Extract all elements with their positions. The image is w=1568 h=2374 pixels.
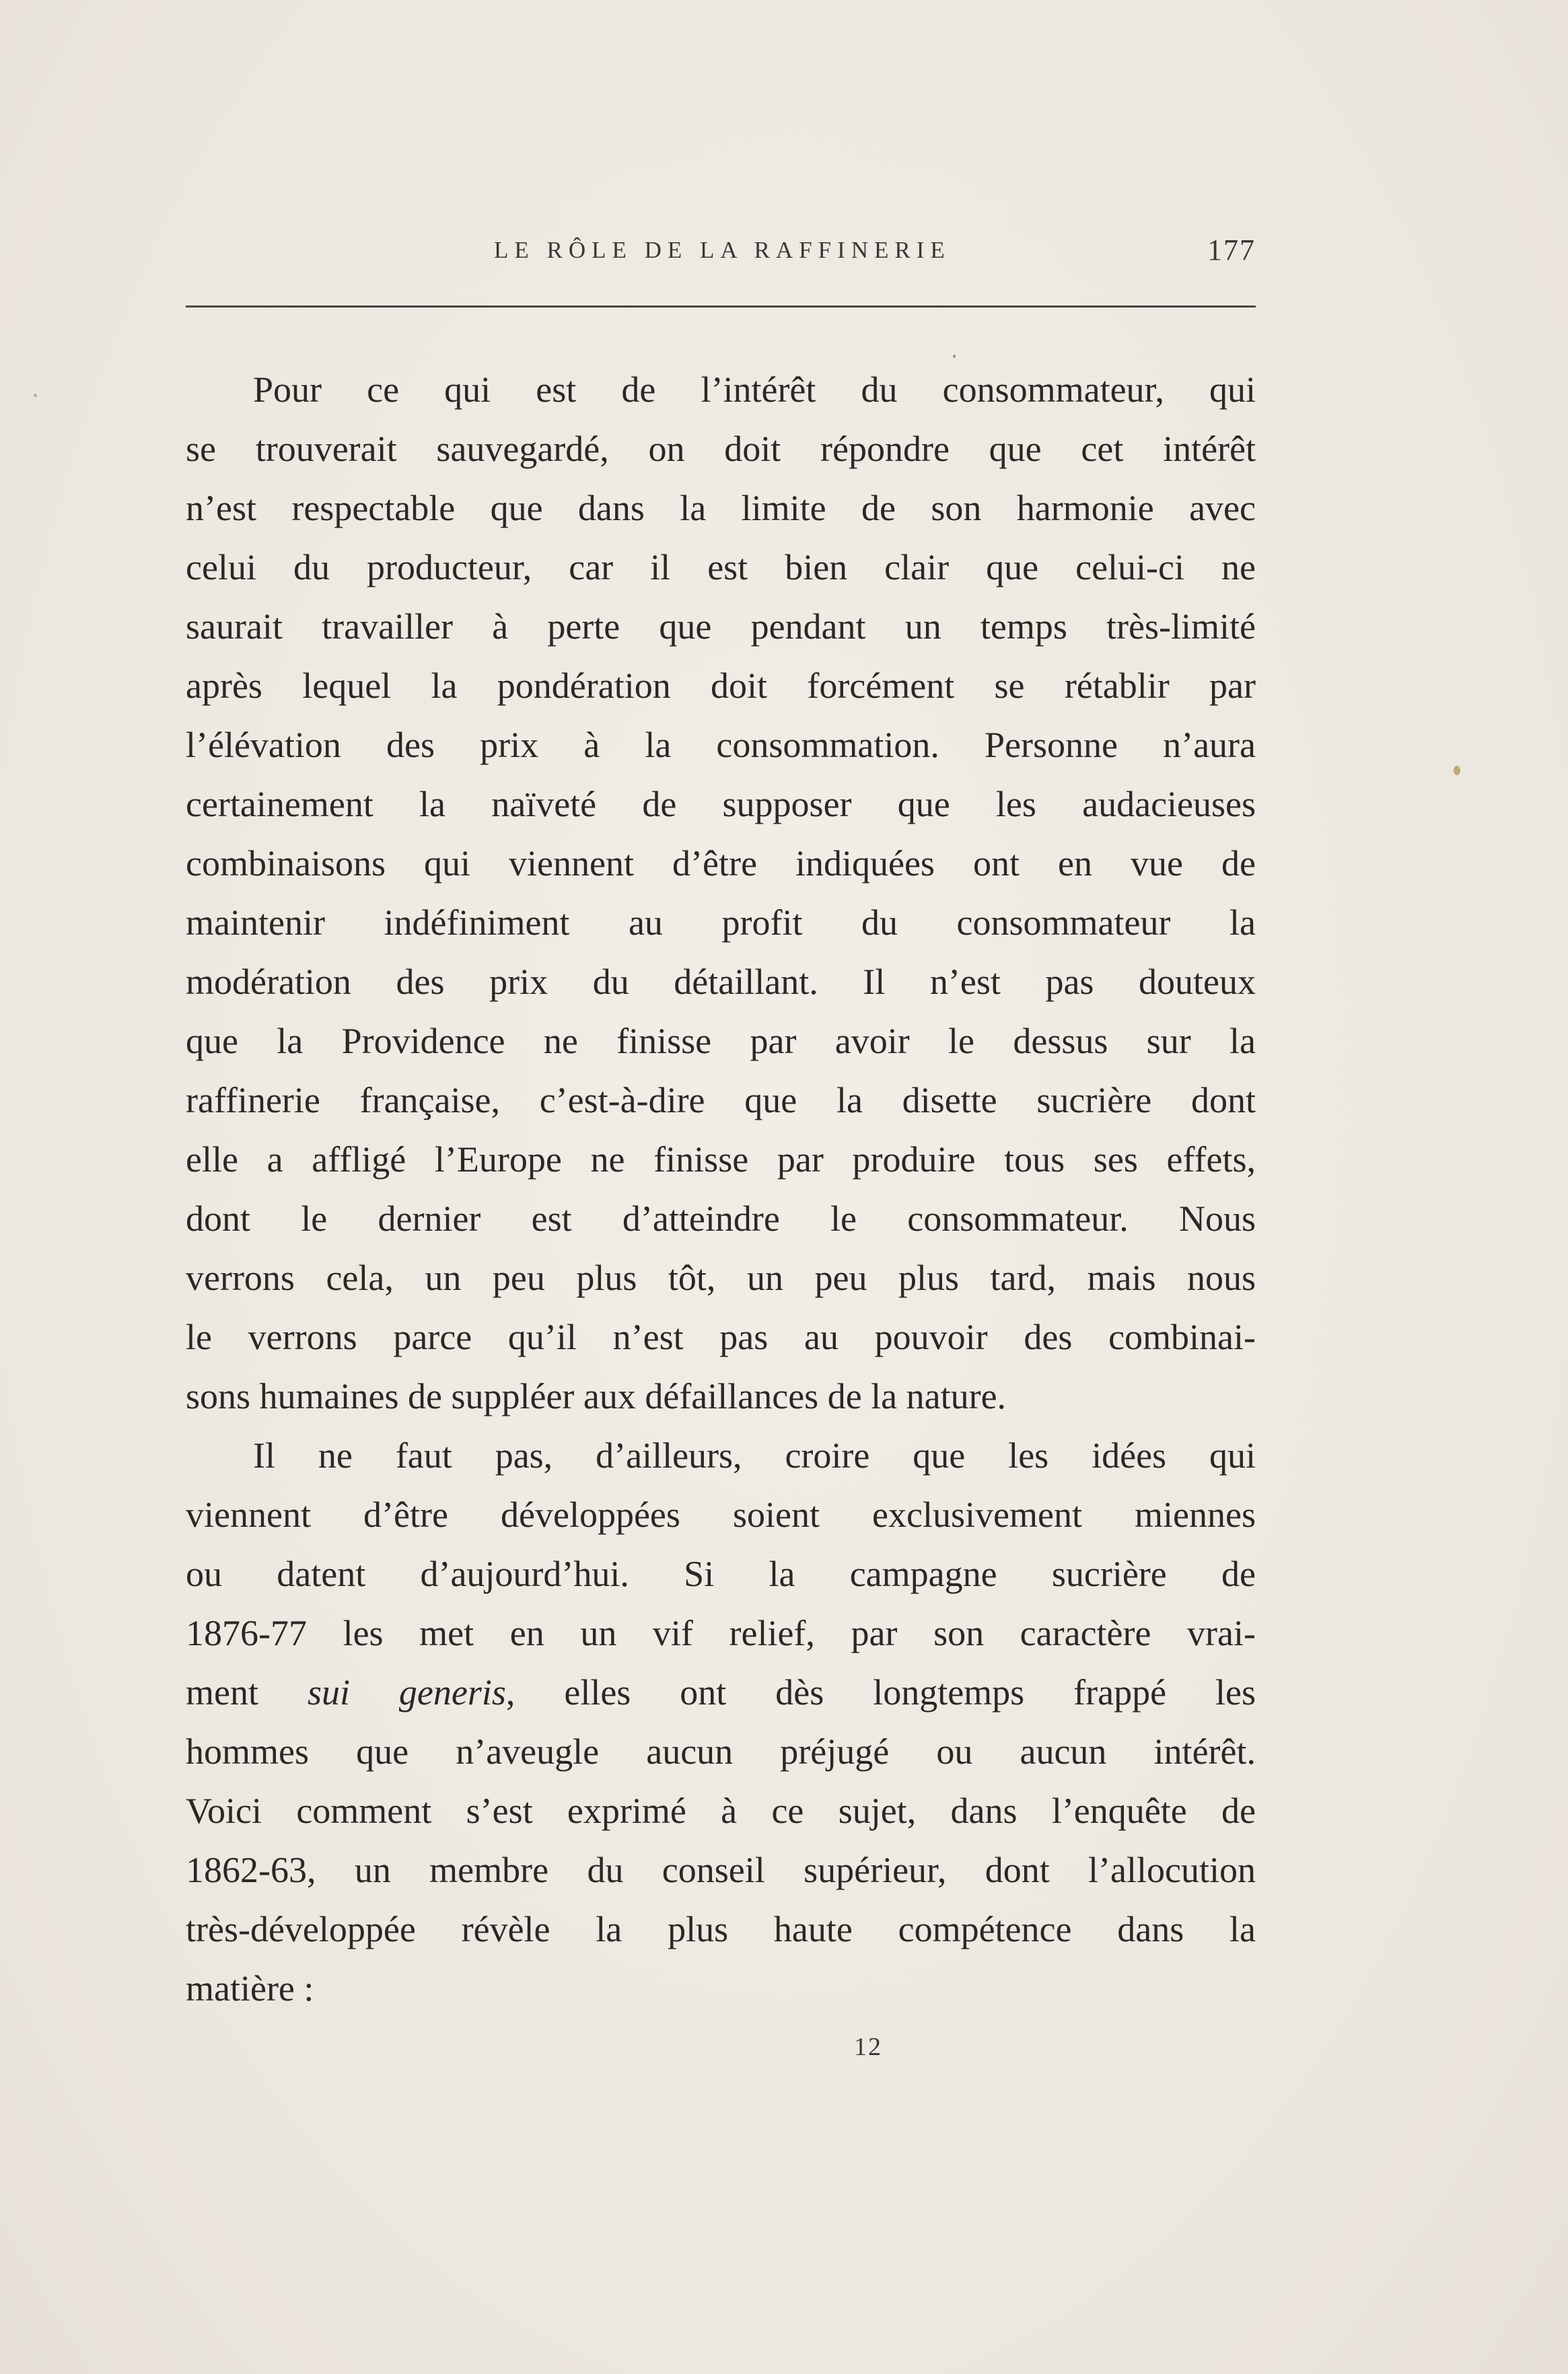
text-line: n’est respectable que dans la limite de son harmonie avec [186,488,1256,528]
italic-phrase: sui generis [307,1672,506,1713]
text-line: 1862-63, un membre du conseil supérieur, dont l’allocution [186,1850,1256,1890]
text-line: Voici comment s’est exprimé à ce sujet, dans l’enquête de [186,1791,1256,1831]
text-line: se trouverait sauvegardé, on doit répondre que cet intérêt [186,429,1256,469]
text-line: Il ne faut pas, d’ailleurs, croire que les idées qui [253,1435,1256,1476]
text-line: après lequel la pondération doit forcément se rétablir par [186,666,1256,706]
text-line: saurait travailler à perte que pendant un temps très-limité [186,606,1256,647]
text-segment: , elles ont dès longtemps frappé les [505,1672,1256,1713]
text-line: verrons cela, un peu plus tôt, un peu plus tard, mais nous [186,1258,1256,1298]
page-header [186,233,1256,277]
text-line: sons humaines de suppléer aux défaillances de la nature. [186,1376,1007,1416]
text-line: elle a affligé l’Europe ne finisse par produire tous ses effets, [186,1139,1256,1180]
paper-speck [34,394,37,397]
paper-speck [953,355,956,358]
signature-mark: 12 [854,2033,882,2061]
paper-speck [1454,766,1460,775]
text-line: raffinerie française, c’est-à-dire que la disette sucrière dont [186,1080,1256,1120]
text-line: maintenir indéfiniment au profit du consommateur la [186,902,1256,943]
header-rule [186,305,1256,308]
text-line: Pour ce qui est de l’intérêt du consommateur, qui [253,369,1256,410]
text-line-mixed [186,1663,1256,1722]
text-segment: ment [186,1672,258,1713]
text-line: très-développée révèle la plus haute compétence dans la [186,1909,1256,1949]
text-line: 1876-77 les met en un vif relief, par son caractère vrai- [186,1613,1256,1653]
text-line: dont le dernier est d’atteindre le consommateur. Nous [186,1198,1256,1239]
text-line: modération des prix du détaillant. Il n’est pas douteux [186,962,1256,1002]
text-line: ou datent d’aujourd’hui. Si la campagne sucrière de [186,1554,1256,1594]
text-line: que la Providence ne finisse par avoir le dessus sur la [186,1021,1256,1061]
text-line: le verrons parce qu’il n’est pas au pouvoir des combinai- [186,1317,1256,1357]
text-line: hommes que n’aveugle aucun préjugé ou aucun intérêt. [186,1731,1256,1772]
text-line: l’élévation des prix à la consommation. Personne n’aura [186,725,1256,765]
text-line: combinaisons qui viennent d’être indiquées ont en vue de [186,843,1256,884]
text-line: viennent d’être développées soient exclusivement miennes [186,1495,1256,1535]
running-title: LE RÔLE DE LA RAFFINERIE [494,237,951,263]
text-line: celui du producteur, car il est bien clair que celui-ci ne [186,547,1256,587]
page-number: 177 [1207,233,1256,266]
text-line: certainement la naïveté de supposer que les audacieuses [186,784,1256,824]
body-text [186,360,1256,2018]
text-line: matière : [186,1968,314,2009]
